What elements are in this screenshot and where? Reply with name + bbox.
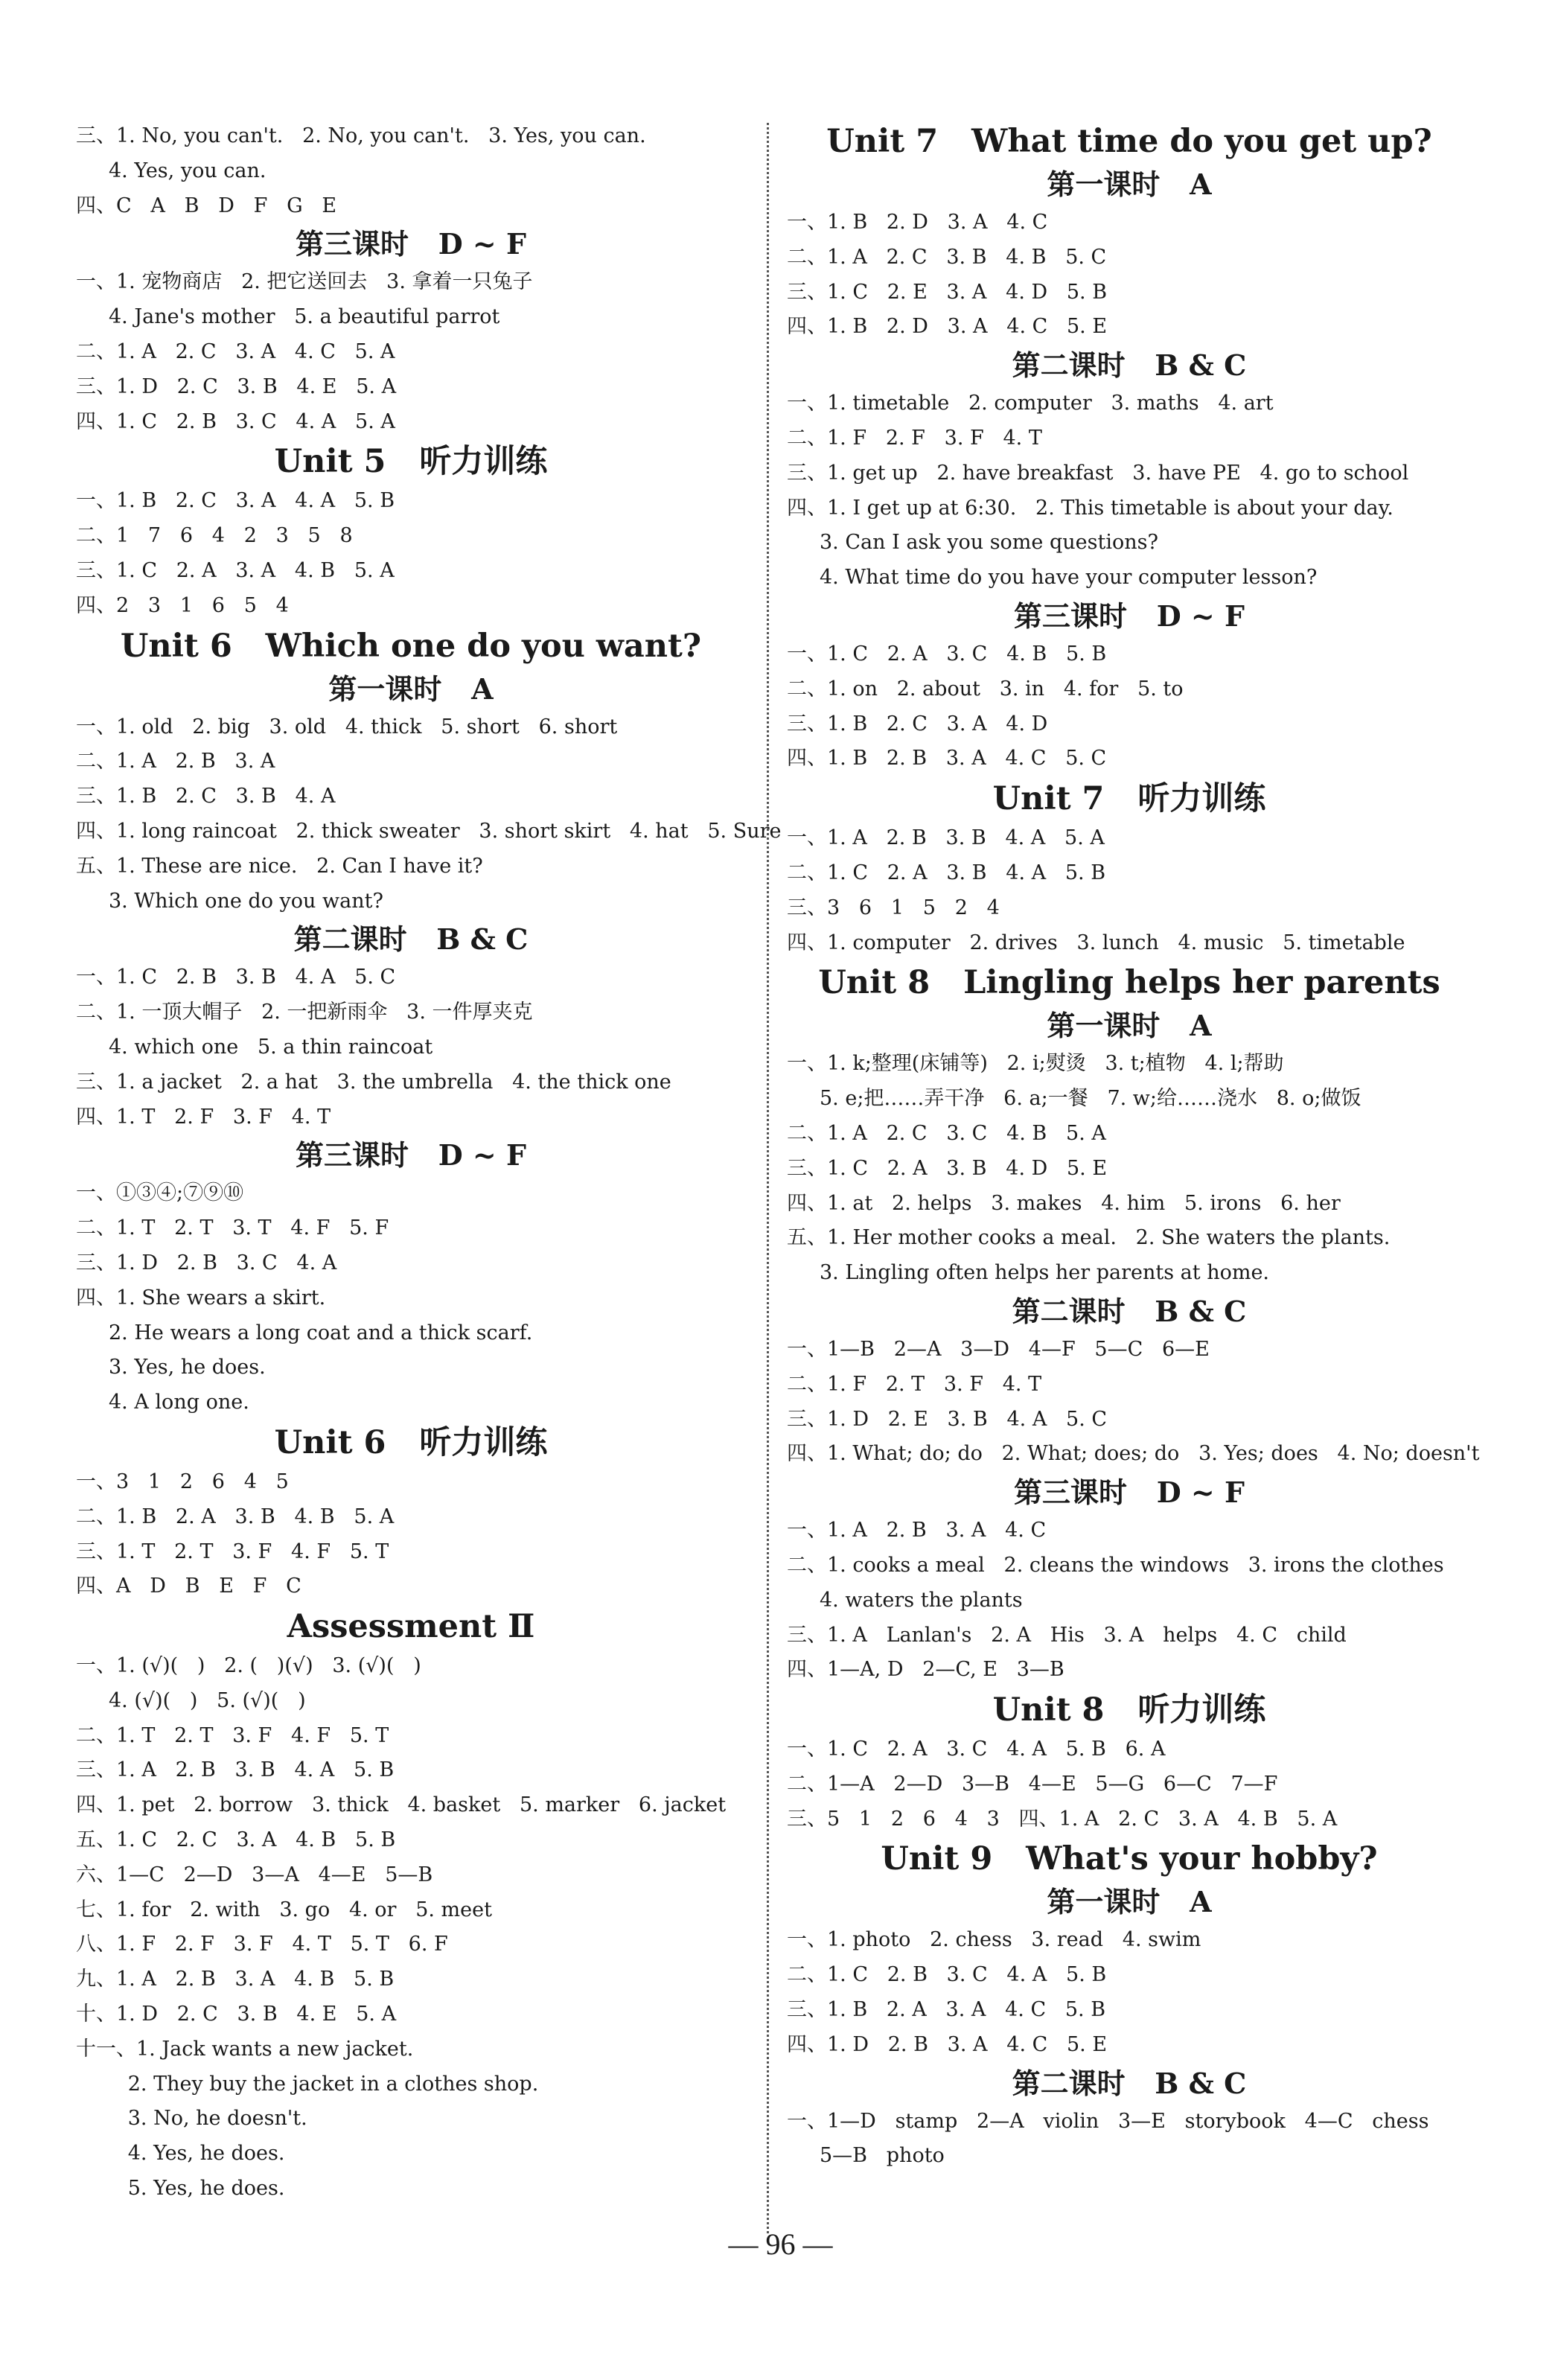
answer-line: 一、1. 宠物商店 2. 把它送回去 3. 拿着一只兔子 <box>76 270 533 294</box>
answer-line: 一、1. C 2. B 3. B 4. A 5. C <box>76 966 396 989</box>
answer-line: 五、1. Her mother cooks a meal. 2. She waters the plants. <box>787 1226 1391 1250</box>
answer-line: 二、1 7 6 4 2 3 5 8 <box>76 524 353 548</box>
answer-line: 5. Yes, he does. <box>109 2177 285 2201</box>
lesson-heading: 第一课时 A <box>1047 1885 1212 1919</box>
answer-line: 二、1. A 2. B 3. A <box>76 750 275 773</box>
answer-line: 3. No, he doesn't. <box>109 2107 307 2131</box>
answer-line: 三、1. A Lanlan's 2. A His 3. A helps 4. C child <box>787 1623 1347 1647</box>
answer-line: 4. What time do you have your computer lesson? <box>820 566 1318 590</box>
answer-line: 一、1—B 2—A 3—D 4—F 5—C 6—E <box>787 1337 1210 1361</box>
answer-line: 四、A D B E F C <box>76 1575 301 1598</box>
answer-line: 二、1. B 2. A 3. B 4. B 5. A <box>76 1505 395 1528</box>
answer-line: 三、1. T 2. T 3. F 4. F 5. T <box>76 1540 389 1563</box>
lesson-heading: 第二课时 B & C <box>293 922 529 957</box>
answer-line: 4. Yes, you can. <box>109 159 266 182</box>
lesson-heading: 第三课时 D ~ F <box>1014 1475 1245 1510</box>
answer-line: 四、C A B D F G E <box>76 194 337 217</box>
answer-line: 4. which one 5. a thin raincoat <box>109 1035 433 1059</box>
answer-line: 一、①③④;⑦⑨⑩ <box>76 1181 244 1205</box>
answer-line: 二、1. on 2. about 3. in 4. for 5. to <box>787 677 1184 701</box>
lesson-heading: 第二课时 B & C <box>1012 348 1247 383</box>
answer-line: 一、1. old 2. big 3. old 4. thick 5. short 6. short <box>76 715 618 738</box>
answer-line: 3. Lingling often helps her parents at home. <box>820 1261 1270 1285</box>
answer-line: 四、1—A, D 2—C, E 3—B <box>787 1658 1064 1682</box>
lesson-heading: 第三课时 D ~ F <box>296 1138 526 1173</box>
answer-line: 一、1. photo 2. chess 3. read 4. swim <box>787 1928 1201 1952</box>
answer-line: 4. A long one. <box>109 1391 249 1414</box>
answer-line: 三、1. C 2. E 3. A 4. D 5. B <box>787 280 1108 304</box>
column-divider <box>767 123 769 2233</box>
answer-line: 十、1. D 2. C 3. B 4. E 5. A <box>76 2003 397 2026</box>
answer-line: 二、1. A 2. C 3. C 4. B 5. A <box>787 1121 1106 1145</box>
answer-line: 一、1. timetable 2. computer 3. maths 4. art <box>787 392 1274 415</box>
answer-line: 三、1. C 2. A 3. A 4. B 5. A <box>76 558 395 582</box>
answer-line: 七、1. for 2. with 3. go 4. or 5. meet <box>76 1898 492 1921</box>
answer-line: 2. He wears a long coat and a thick scarf. <box>109 1321 533 1344</box>
answer-line: 四、1. pet 2. borrow 3. thick 4. basket 5. marker 6. jacket <box>76 1793 727 1817</box>
answer-line: 十一、1. Jack wants a new jacket. <box>76 2037 414 2061</box>
lesson-heading: 第三课时 D ~ F <box>1014 599 1245 633</box>
answer-line: 五、1. These are nice. 2. Can I have it? <box>76 854 483 878</box>
answer-line: 四、1. long raincoat 2. thick sweater 3. short skirt 4. hat 5. Sure <box>76 819 782 843</box>
answer-line: 四、1. T 2. F 3. F 4. T <box>76 1105 331 1129</box>
page-number: — 96 — <box>728 2227 833 2261</box>
unit-heading: Unit 9 What's your hobby? <box>881 1840 1378 1878</box>
answer-line: 五、1. C 2. C 3. A 4. B 5. B <box>76 1828 396 1852</box>
answer-line: 一、1. B 2. C 3. A 4. A 5. B <box>76 489 395 513</box>
answer-line: 5—B photo <box>820 2144 945 2168</box>
answer-line: 4. (√)( ) 5. (√)( ) <box>109 1688 306 1712</box>
unit-heading: Unit 7 听力训练 <box>992 780 1266 818</box>
answer-line: 二、1. F 2. F 3. F 4. T <box>787 426 1042 450</box>
answer-line: 二、1. cooks a meal 2. cleans the windows 3. irons the clothes <box>787 1553 1444 1577</box>
answer-line: 一、1—D stamp 2—A violin 3—E storybook 4—C chess <box>787 2109 1429 2133</box>
answer-line: 九、1. A 2. B 3. A 4. B 5. B <box>76 1968 395 1991</box>
answer-line: 二、1. A 2. C 3. B 4. B 5. C <box>787 245 1107 269</box>
answer-line: 三、1. D 2. B 3. C 4. A <box>76 1251 337 1274</box>
unit-heading: Unit 8 Lingling helps her parents <box>818 964 1440 1002</box>
answer-line: 八、1. F 2. F 3. F 4. T 5. T 6. F <box>76 1933 448 1956</box>
unit-heading: Assessment Ⅱ <box>287 1608 535 1646</box>
lesson-heading: 第一课时 A <box>1047 168 1212 201</box>
answer-line: 一、1. A 2. B 3. A 4. C <box>787 1519 1047 1542</box>
answer-line: 5. e;把……弄干净 6. a;一餐 7. w;给……浇水 8. o;做饭 <box>820 1087 1362 1111</box>
answer-line: 四、1. She wears a skirt. <box>76 1286 326 1309</box>
answer-line: 四、1. D 2. B 3. A 4. C 5. E <box>787 2032 1108 2056</box>
unit-heading: Unit 5 听力训练 <box>274 443 548 481</box>
answer-line: 三、1. No, you can't. 2. No, you can't. 3. Yes, you can. <box>76 124 646 147</box>
answer-line: 一、1. C 2. A 3. C 4. B 5. B <box>787 642 1107 666</box>
answer-line: 三、1. D 2. C 3. B 4. E 5. A <box>76 374 397 398</box>
answer-line: 三、5 1 2 6 4 3 四、1. A 2. C 3. A 4. B 5. A <box>787 1807 1338 1831</box>
answer-line: 三、1. A 2. B 3. B 4. A 5. B <box>76 1758 395 1782</box>
answer-line: 3. Yes, he does. <box>109 1356 266 1379</box>
answer-line: 二、1. T 2. T 3. T 4. F 5. F <box>76 1216 389 1240</box>
answer-line: 四、1. B 2. B 3. A 4. C 5. C <box>787 747 1107 771</box>
lesson-heading: 第三课时 D ~ F <box>296 227 526 261</box>
answer-line: 二、1—A 2—D 3—B 4—E 5—G 6—C 7—F <box>787 1772 1278 1796</box>
answer-line: 4. waters the plants <box>820 1588 1023 1612</box>
answer-line: 4. Jane's mother 5. a beautiful parrot <box>109 305 500 329</box>
answer-line: 二、1. A 2. C 3. A 4. C 5. A <box>76 339 395 363</box>
answer-line: 四、1. What; do; do 2. What; does; do 3. Yes; does 4. No; doesn't <box>787 1442 1480 1466</box>
answer-line: 三、1. D 2. E 3. B 4. A 5. C <box>787 1407 1108 1431</box>
left-column <box>76 119 782 2207</box>
answer-line: 一、1. k;整理(床铺等) 2. i;熨烫 3. t;植物 4. l;帮助 <box>787 1052 1284 1076</box>
answer-line: 二、1. F 2. T 3. F 4. T <box>787 1372 1042 1396</box>
answer-line: 四、2 3 1 6 5 4 <box>76 593 289 617</box>
answer-line: 四、1. computer 2. drives 3. lunch 4. music 5. timetable <box>787 931 1405 954</box>
answer-line: 三、1. B 2. C 3. A 4. D <box>787 712 1048 736</box>
answer-line: 一、1. C 2. A 3. C 4. A 5. B 6. A <box>787 1738 1166 1761</box>
answer-line: 3. Can I ask you some questions? <box>820 531 1158 555</box>
answer-line: 一、3 1 2 6 4 5 <box>76 1470 289 1493</box>
answer-line: 四、1. B 2. D 3. A 4. C 5. E <box>787 315 1108 339</box>
answer-line: 四、1. at 2. helps 3. makes 4. him 5. irons 6. her <box>787 1191 1341 1215</box>
unit-heading: Unit 8 听力训练 <box>992 1691 1266 1729</box>
answer-line: 四、1. I get up at 6:30. 2. This timetable is about your day. <box>787 496 1394 520</box>
answer-line: 一、1. B 2. D 3. A 4. C <box>787 211 1048 234</box>
answer-line: 三、1. a jacket 2. a hat 3. the umbrella 4. the thick one <box>76 1070 671 1094</box>
answer-line: 三、1. B 2. A 3. A 4. C 5. B <box>787 1998 1106 2022</box>
answer-line: 一、1. (√)( ) 2. ( )(√) 3. (√)( ) <box>76 1654 421 1678</box>
unit-heading: Unit 7 What time do you get up? <box>826 123 1432 160</box>
answer-line: 3. Which one do you want? <box>109 889 383 913</box>
answer-line: 三、3 6 1 5 2 4 <box>787 896 1000 919</box>
answer-line: 二、1. C 2. B 3. C 4. A 5. B <box>787 1963 1107 1987</box>
right-column <box>787 119 1480 2174</box>
unit-heading: Unit 6 Which one do you want? <box>120 627 702 665</box>
answer-line: 六、1—C 2—D 3—A 4—E 5—B <box>76 1863 433 1886</box>
lesson-heading: 第一课时 A <box>328 671 494 706</box>
lesson-heading: 第一课时 A <box>1047 1009 1212 1043</box>
unit-heading: Unit 6 听力训练 <box>274 1423 548 1461</box>
answer-line: 二、1. 一顶大帽子 2. 一把新雨伞 3. 一件厚夹克 <box>76 1001 533 1024</box>
answer-line: 一、1. A 2. B 3. B 4. A 5. A <box>787 826 1105 850</box>
answer-line: 三、1. C 2. A 3. B 4. D 5. E <box>787 1156 1108 1180</box>
answer-line: 四、1. C 2. B 3. C 4. A 5. A <box>76 409 395 433</box>
answer-line: 4. Yes, he does. <box>109 2142 285 2166</box>
answer-line: 三、1. B 2. C 3. B 4. A <box>76 785 336 808</box>
answer-line: 二、1. C 2. A 3. B 4. A 5. B <box>787 861 1106 884</box>
answer-line: 三、1. get up 2. have breakfast 3. have PE 4. go to school <box>787 461 1409 485</box>
lesson-heading: 第二课时 B & C <box>1012 2066 1247 2100</box>
answer-line: 2. They buy the jacket in a clothes shop. <box>109 2072 539 2096</box>
lesson-heading: 第二课时 B & C <box>1012 1294 1247 1328</box>
answer-line: 二、1. T 2. T 3. F 4. F 5. T <box>76 1723 389 1747</box>
